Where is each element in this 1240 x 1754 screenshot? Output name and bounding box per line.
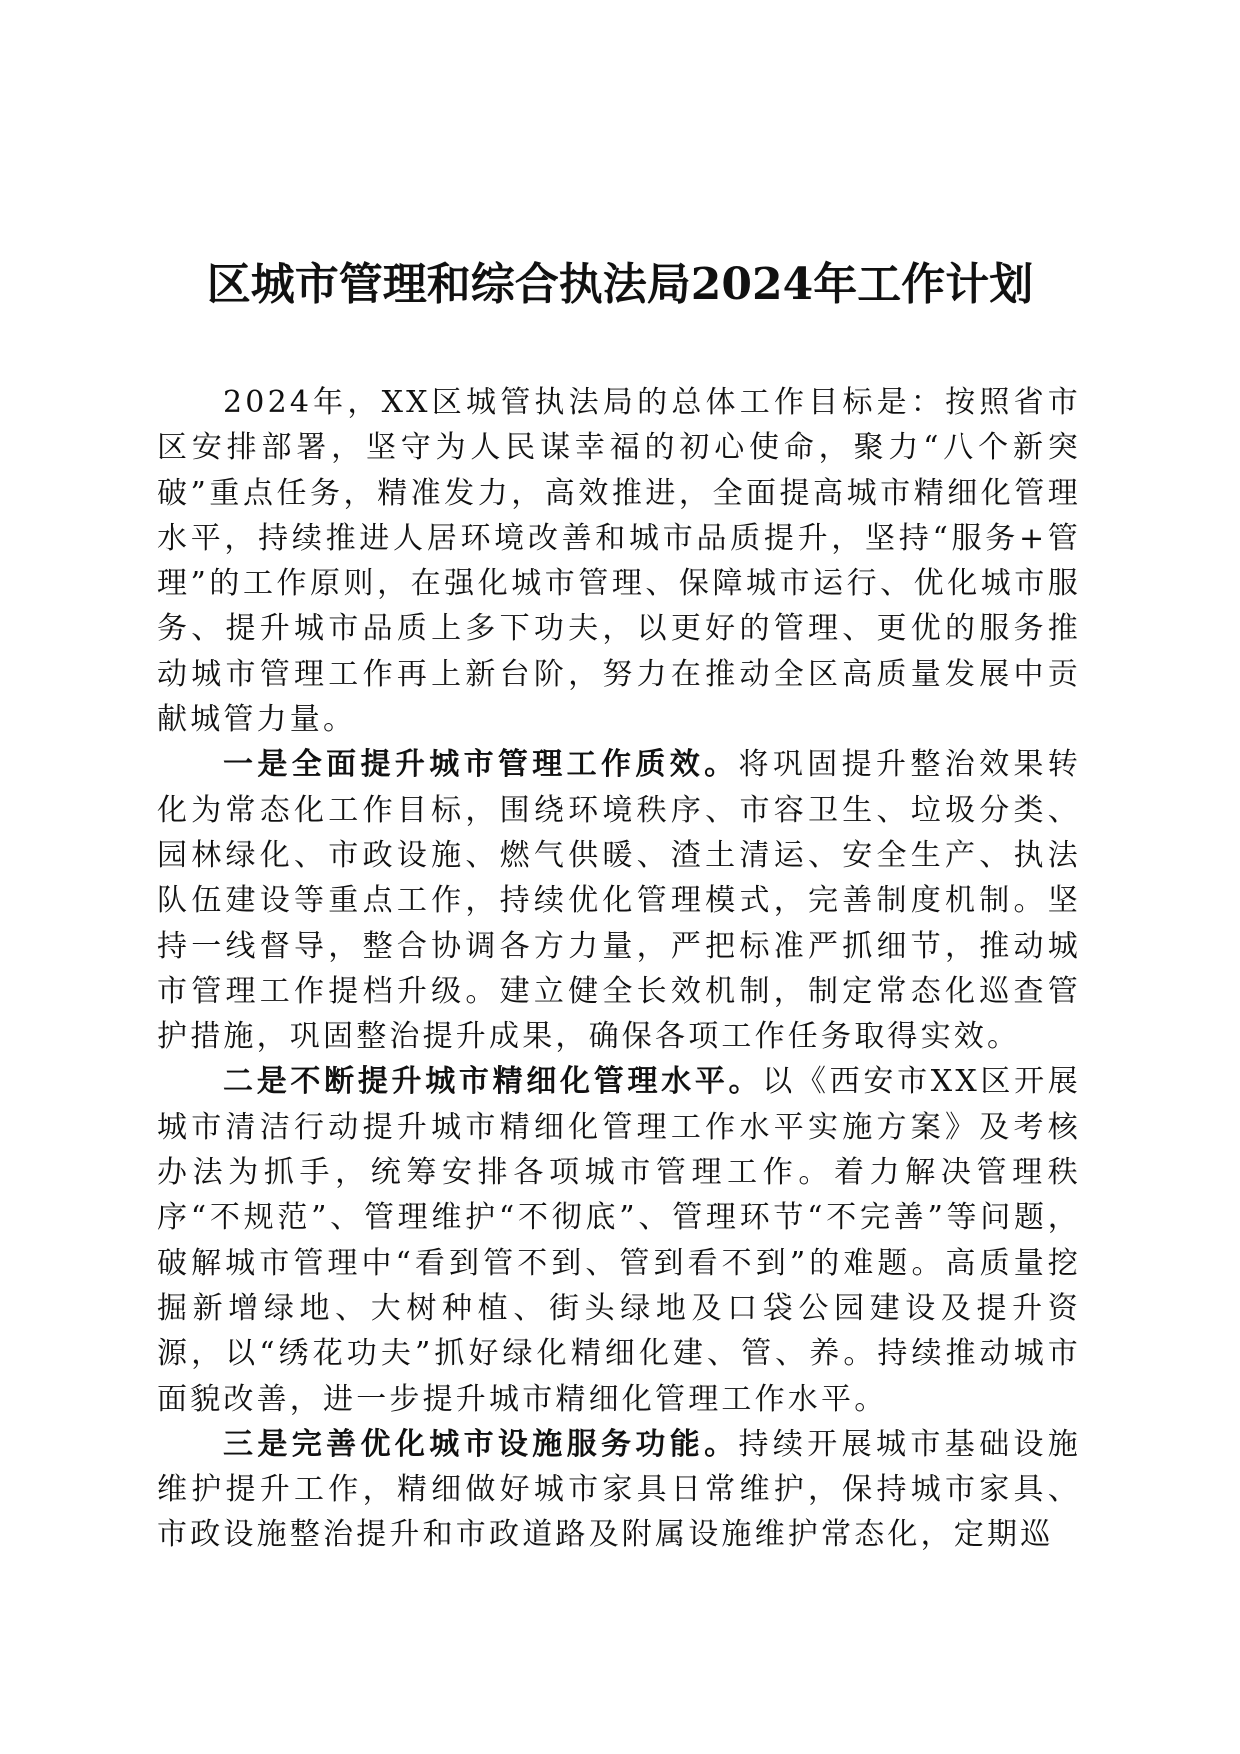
paragraph-item-1: [157, 742, 1081, 1059]
paragraph-lead: 二是不断提升城市精细化管理水平。: [223, 1064, 763, 1100]
paragraph-item-3: [157, 1422, 1081, 1558]
document-title: 区城市管理和综合执法局2024年工作计划: [206, 259, 1034, 310]
paragraph-lead: 一是全面提升城市管理工作质效。: [223, 747, 739, 783]
paragraph-lead: 三是完善优化城市设施服务功能。: [223, 1426, 739, 1462]
paragraph-item-2: [157, 1059, 1081, 1421]
document-body: [157, 380, 1081, 1558]
paragraph-intro: [157, 380, 1081, 742]
paragraph-text: 以《西安市XX区开展城市清洁行动提升城市精细化管理工作水平实施方案》及考核办法为抓手，统筹安排各项城市管理工作。着力解决管理秩序“不规范”、管理维护“不彻底”、管理环节“不完善”等问题，破解城市管理中“看到管不到、管到看不到”的难题。高质量挖掘新增绿地、大树种植、街头绿地及口袋公园建设及提升资源，以“绣花功夫”抓好绿化精细化建、管、养。持续推动城市面貌改善，进一步提升城市精细化管理工作水平。: [157, 1064, 1082, 1417]
paragraph-text: 持续开展城市基础设施维护提升工作，精细做好城市家具日常维护，保持城市家具、市政设施整治提升和市政道路及附属设施维护常态化，定期巡: [157, 1426, 1081, 1553]
paragraph-text: 2024年，XX区城管执法局的总体工作目标是：按照省市区安排部署，坚守为人民谋幸福的初心使命，聚力“八个新突破”重点任务，精准发力，高效推进，全面提高城市精细化管理水平，持续推进人居环境改善和城市品质提升，坚持“服务+管理”的工作原则，在强化城市管理、保障城市运行、优化城市服务、提升城市品质上多下功夫，以更好的管理、更优的服务推动城市管理工作再上新台阶，努力在推动全区高质量发展中贡献城管力量。: [157, 385, 1081, 738]
paragraph-text: 将巩固提升整治效果转化为常态化工作目标，围绕环境秩序、市容卫生、垃圾分类、园林绿化、市政设施、燃气供暖、渣土清运、安全生产、执法队伍建设等重点工作，持续优化管理模式，完善制度机制。坚持一线督导，整合协调各方力量，严把标准严抓细节，推动城市管理工作提档升级。建立健全长效机制，制定常态化巡查管护措施，巩固整治提升成果，确保各项工作任务取得实效。: [157, 747, 1081, 1055]
